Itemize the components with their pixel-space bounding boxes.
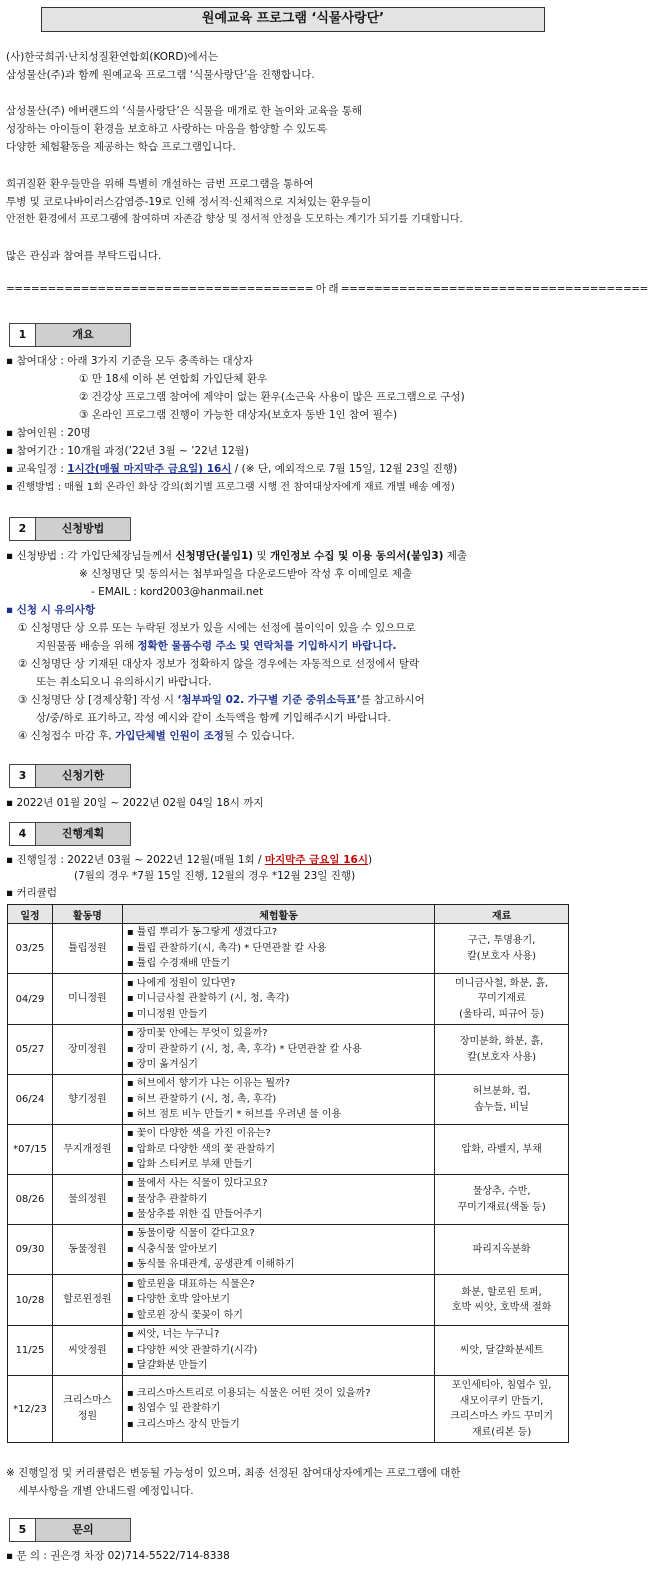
table-row (8, 974, 569, 1025)
table-row (8, 1225, 569, 1275)
material-line: (울타리, 피규어 등) (459, 1008, 545, 1020)
apply-method (6, 548, 467, 565)
apply-method-suffix: 제출 (443, 550, 468, 562)
cell-materials (435, 1025, 569, 1075)
intro-line: 투병 및 코로나바이러스감염증-19로 인해 정서적·신체적으로 지쳐있는 환우들이 (6, 196, 372, 208)
overview-criterion: ① 만 18세 이하 본 연합회 가입단체 환우 (79, 373, 268, 385)
cell-activity-name: 미니정원 (52, 974, 122, 1025)
activity-item: ▪ 튤립 관찰하기(시, 촉각) * 단면관찰 칼 사용 (127, 941, 430, 957)
plan-schedule-suffix: ) (367, 854, 373, 866)
activity-item: ▪ 장미꽃 안에는 무엇이 있을까? (127, 1026, 430, 1042)
activity-item: ▪ 허브에서 향기가 나는 이유는 뭘까? (127, 1076, 430, 1092)
cell-materials (435, 1175, 569, 1225)
cell-date: 06/24 (8, 1075, 53, 1125)
column-header: 체험활동 (122, 905, 434, 924)
cell-activities (122, 1025, 434, 1075)
plan-schedule (6, 852, 372, 869)
cell-activity-name: 무지개정원 (52, 1125, 122, 1175)
table-row (8, 1125, 569, 1175)
caution-item (18, 728, 295, 745)
cell-activities (122, 1125, 434, 1175)
activity-item: ▪ 침엽수 잎 관찰하기 (127, 1401, 430, 1417)
overview-target: ▪ 참여대상 : 아래 3가지 기준을 모두 충족하는 대상자 (6, 355, 253, 367)
cell-activity-name: 물의정원 (52, 1175, 122, 1225)
cell-activities (122, 1225, 434, 1275)
intro-line: 다양한 체험활동을 제공하는 학습 프로그램입니다. (6, 141, 236, 153)
activity-item: ▪ 할로윈 장식 꽃꽂이 하기 (127, 1308, 430, 1324)
material-line: 솝누들, 비닐 (474, 1101, 529, 1113)
cell-materials (435, 924, 569, 974)
caution-text: ④ 신청접수 마감 후, (18, 730, 116, 742)
apply-method-mid: 및 (253, 550, 270, 562)
overview-time-highlight: 1시간(매월 마지막주 금요일) 16시 (67, 463, 232, 475)
caution-title: ▪ 신청 시 유의사항 (6, 604, 96, 616)
section-number: 2 (9, 517, 36, 541)
cell-activities (122, 1275, 434, 1326)
material-line: 파리지옥분화 (472, 1243, 531, 1255)
section-label: 개요 (36, 323, 131, 347)
cell-date: 08/26 (8, 1175, 53, 1225)
overview-criterion: ② 건강상 프로그램 참여에 제약이 없는 환우(소근육 사용이 많은 프로그램으로 구성) (79, 391, 465, 403)
cell-activities (122, 1075, 434, 1125)
cell-materials (435, 974, 569, 1025)
caution-highlight: 정확한 물품수령 주소 및 연락처를 기입하시기 바랍니다. (137, 640, 397, 652)
table-row (8, 1376, 569, 1443)
activity-item: ▪ 물상추 관찰하기 (127, 1192, 430, 1208)
material-line: 허브분화, 컵, (472, 1086, 531, 1097)
activity-item: ▪ 크리스마스트리로 이용되는 식물은 어떤 것이 있을까? (127, 1386, 430, 1402)
caution-item: 또는 취소되오니 유의하시기 바랍니다. (36, 676, 212, 688)
cell-date: 05/27 (8, 1025, 53, 1075)
caution-item: ② 신청명단 상 기재된 대상자 정보가 정확하지 않을 경우에는 자동적으로 선정에서 탈락 (18, 658, 420, 670)
material-line: 장미분화, 화분, 흙, (459, 1036, 544, 1047)
activity-item: ▪ 크리스마스 장식 만들기 (127, 1417, 430, 1433)
cell-activity-name: 할로윈정원 (52, 1275, 122, 1326)
cell-activity-name: 튤립정원 (52, 924, 122, 974)
cell-activities (122, 1376, 434, 1443)
caution-item: 상/중/하로 표기하고, 작성 예시와 같이 소득액을 함께 기입해주시기 바랍니다. (36, 712, 391, 724)
cell-activities (122, 1175, 434, 1225)
cell-activity-name: 크리스마스 정원 (52, 1376, 122, 1443)
section-label: 신청기한 (36, 764, 131, 788)
activity-item: ▪ 씨앗, 너는 누구니? (127, 1327, 430, 1343)
page-title: 원예교육 프로그램 ‘식물사랑단’ (41, 7, 545, 32)
footnote: ※ 진행일정 및 커리큘럼은 변동될 가능성이 있으며, 최종 선정된 참여대상자에게는 프로그램에 대한 (6, 1467, 461, 1479)
plan-schedule-highlight: 마지막주 금요일 16시 (264, 854, 368, 866)
section-number: 1 (9, 323, 36, 347)
cell-activities (122, 924, 434, 974)
cell-activity-name: 동물정원 (52, 1225, 122, 1275)
column-header: 일정 (8, 905, 53, 924)
caution-text: 를 참고하시어 (360, 694, 425, 706)
caution-item (18, 692, 425, 709)
intro-line: 삼성물산(주)과 함께 원예교육 프로그램 ‘식물사랑단’을 진행합니다. (6, 69, 315, 81)
material-line: 구근, 투명용기, (467, 935, 536, 946)
material-line: 화분, 할로윈 토퍼, (461, 1286, 542, 1298)
section-header-contact (9, 1518, 131, 1542)
table-row (8, 1075, 569, 1125)
overview-method: ▪ 진행방법 : 매월 1회 온라인 화상 강의(회기별 프로그램 시행 전 참여대상자에게 재료 개별 배송 예정) (6, 482, 455, 493)
activity-item: ▪ 압화로 다양한 색의 꽃 관찰하기 (127, 1142, 430, 1158)
intro-line: 안전한 환경에서 프로그램에 참여하며 자존감 향상 및 정서적 안정을 도모하는 계기가 되기를 기대합니다. (6, 214, 463, 225)
intro-line: 희귀질환 환우들만을 위해 특별히 개설하는 금번 프로그램을 통하여 (6, 178, 314, 190)
footnote: 세부사항을 개별 안내드릴 예정입니다. (18, 1485, 194, 1497)
section-header-overview (9, 323, 131, 347)
activity-item: ▪ 미니금사철 관찰하기 (시, 청, 촉각) (127, 991, 430, 1007)
apply-method-list: 신청명단(붙임1) (175, 550, 254, 562)
table-row (8, 1025, 569, 1075)
activity-item: ▪ 장미 관찰하기 (시, 청, 촉, 후각) * 단면관찰 칼 사용 (127, 1042, 430, 1058)
overview-criterion: ③ 온라인 프로그램 진행이 가능한 대상자(보호자 동반 1인 참여 필수) (79, 409, 398, 421)
activity-item: ▪ 튤립 수경재배 만들기 (127, 956, 430, 972)
cell-date: 03/25 (8, 924, 53, 974)
table-row (8, 1326, 569, 1376)
intro-line: (사)한국희귀·난치성질환연합회(KORD)에서는 (6, 51, 218, 63)
activity-item: ▪ 허브 점토 비누 만들기 * 허브를 우려낸 물 이용 (127, 1107, 430, 1123)
plan-exception: (7월의 경우 *7월 15일 진행, 12월의 경우 *12월 23일 진행) (74, 870, 356, 882)
material-line: 크리스마스 카드 꾸미기 (450, 1411, 554, 1422)
overview-time (6, 461, 457, 478)
caution-item (36, 638, 397, 655)
cell-date: *12/23 (8, 1376, 53, 1443)
activity-item: ▪ 물상추를 위한 집 만들어주기 (127, 1207, 430, 1223)
overview-time-prefix: ▪ 교육일정 : (6, 463, 68, 475)
intro-line: 성장하는 아이들이 환경을 보호하고 사랑하는 마음을 함양할 수 있도록 (6, 123, 327, 135)
column-header: 재료 (435, 905, 569, 924)
column-header: 활동명 (52, 905, 122, 924)
apply-method-consent: 개인정보 수집 및 이용 동의서(붙임3) (269, 550, 444, 562)
activity-item: ▪ 식충식물 알아보기 (127, 1242, 430, 1258)
caution-highlight: 가입단체별 인원이 조정 (115, 730, 224, 742)
curriculum-table (7, 904, 569, 1443)
cell-activities (122, 974, 434, 1025)
activity-item: ▪ 나에게 정원이 있다면? (127, 976, 430, 992)
cell-activity-name: 향기정원 (52, 1075, 122, 1125)
material-line: 꾸미기재료 (477, 993, 526, 1005)
cell-materials (435, 1326, 569, 1376)
cell-materials (435, 1376, 569, 1443)
activity-item: ▪ 물에서 사는 식물이 있다고요? (127, 1176, 430, 1192)
section-number: 3 (9, 764, 36, 788)
table-header-row (8, 905, 569, 924)
activity-item: ▪ 달걀화분 만들기 (127, 1358, 430, 1374)
deadline-text: ▪ 2022년 01월 20일 ~ 2022년 02월 04일 18시 까지 (6, 797, 264, 809)
cell-activity-name: 씨앗정원 (52, 1326, 122, 1376)
table-row (8, 1175, 569, 1225)
intro-line: 많은 관심과 참여를 부탁드립니다. (6, 250, 162, 262)
activity-item: ▪ 장미 옮겨심기 (127, 1057, 430, 1073)
cell-materials (435, 1275, 569, 1326)
section-number: 4 (9, 822, 36, 846)
caution-text: ③ 신청명단 상 [경제상황] 작성 시 (18, 694, 178, 706)
cell-date: 10/28 (8, 1275, 53, 1326)
section-label: 신청방법 (36, 517, 131, 541)
section-label: 진행계획 (36, 822, 131, 846)
plan-schedule-prefix: ▪ 진행일정 : 2022년 03월 ~ 2022년 12월(매월 1회 / (6, 854, 265, 866)
caution-text: 지원물품 배송을 위해 (36, 640, 138, 652)
activity-item: ▪ 압화 스티커로 부채 만들기 (127, 1157, 430, 1173)
activity-item: ▪ 미니정원 만들기 (127, 1007, 430, 1023)
cell-date: 04/29 (8, 974, 53, 1025)
cell-date: 09/30 (8, 1225, 53, 1275)
apply-note: ※ 신청명단 및 동의서는 첨부파일을 다운로드받아 작성 후 이메일로 제출 (79, 568, 412, 580)
caution-highlight: ‘첨부파일 02. 가구별 기준 중위소득표’ (177, 694, 361, 706)
activity-item: ▪ 허브 관찰하기 (시, 청, 촉, 후각) (127, 1092, 430, 1108)
cell-materials (435, 1075, 569, 1125)
table-row (8, 1275, 569, 1326)
apply-email: - EMAIL : kord2003@hanmail.net (91, 586, 264, 598)
activity-item: ▪ 꽃이 다양한 색을 가진 이유는? (127, 1126, 430, 1142)
material-line: 꾸미기재료(색돌 등) (457, 1201, 546, 1213)
caution-text: 될 수 있습니다. (223, 730, 295, 742)
cell-materials (435, 1125, 569, 1175)
overview-count: ▪ 참여인원 : 20명 (6, 427, 91, 439)
overview-time-suffix: / (※ 단, 예외적으로 7월 15일, 12월 23일 진행) (231, 463, 458, 475)
intro-line: 삼성물산(주) 에버랜드의 ‘식물사랑단’은 식물을 매개로 한 놀이와 교육을 통해 (6, 105, 363, 117)
apply-method-prefix: ▪ 신청방법 : 각 가입단체장님들께서 (6, 550, 176, 562)
activity-item: ▪ 할로윈을 대표하는 식물은? (127, 1277, 430, 1293)
material-line: 포인세티아, 침엽수 잎, (451, 1380, 552, 1391)
activity-item: ▪ 다양한 씨앗 관찰하기(시각) (127, 1343, 430, 1359)
section-number: 5 (9, 1518, 36, 1542)
section-header-deadline (9, 764, 131, 788)
material-line: 호박 씨앗, 호박색 절화 (451, 1302, 552, 1313)
section-label: 문의 (36, 1518, 131, 1542)
material-line: 씨앗, 달걀화분세트 (459, 1344, 544, 1356)
cell-date: *07/15 (8, 1125, 53, 1175)
material-line: 물상추, 수반, (472, 1186, 531, 1197)
material-line: 미니금사철, 화분, 흙, (455, 977, 549, 989)
caution-item: ① 신청명단 상 오류 또는 누락된 정보가 있을 시에는 선정에 불이익이 있을 수 있으므로 (18, 622, 416, 634)
activity-item: ▪ 동식물 유대관계, 공생관계 이해하기 (127, 1257, 430, 1273)
cell-date: 11/25 (8, 1326, 53, 1376)
section-header-apply (9, 517, 131, 541)
cell-materials (435, 1225, 569, 1275)
material-line: 칼(보호자 사용) (467, 1051, 537, 1063)
material-line: 새모이쿠키 만들기, (459, 1395, 544, 1407)
cell-activity-name: 장미정원 (52, 1025, 122, 1075)
activity-item: ▪ 동물이랑 식물이 같다고요? (127, 1226, 430, 1242)
material-line: 압화, 라벨지, 부채 (461, 1143, 542, 1155)
overview-period: ▪ 참여기간 : 10개월 과정(’22년 3월 ~ ’22년 12월) (6, 445, 249, 457)
curriculum-label: ▪ 커리큘럼 (6, 887, 58, 899)
material-line: 재료(리본 등) (471, 1426, 532, 1438)
activity-item: ▪ 튤립 뿌리가 동그랗게 생겼다고? (127, 925, 430, 941)
activity-item: ▪ 다양한 호박 알아보기 (127, 1292, 430, 1308)
contact-text: ▪ 문 의 : 권은경 차장 02)714-5522/714-8338 (6, 1550, 230, 1562)
table-row (8, 924, 569, 974)
section-header-plan (9, 822, 131, 846)
cell-activities (122, 1326, 434, 1376)
material-line: 칼(보호자 사용) (467, 950, 537, 962)
divider: ===================================== 아 래 ===================================== (6, 283, 648, 295)
